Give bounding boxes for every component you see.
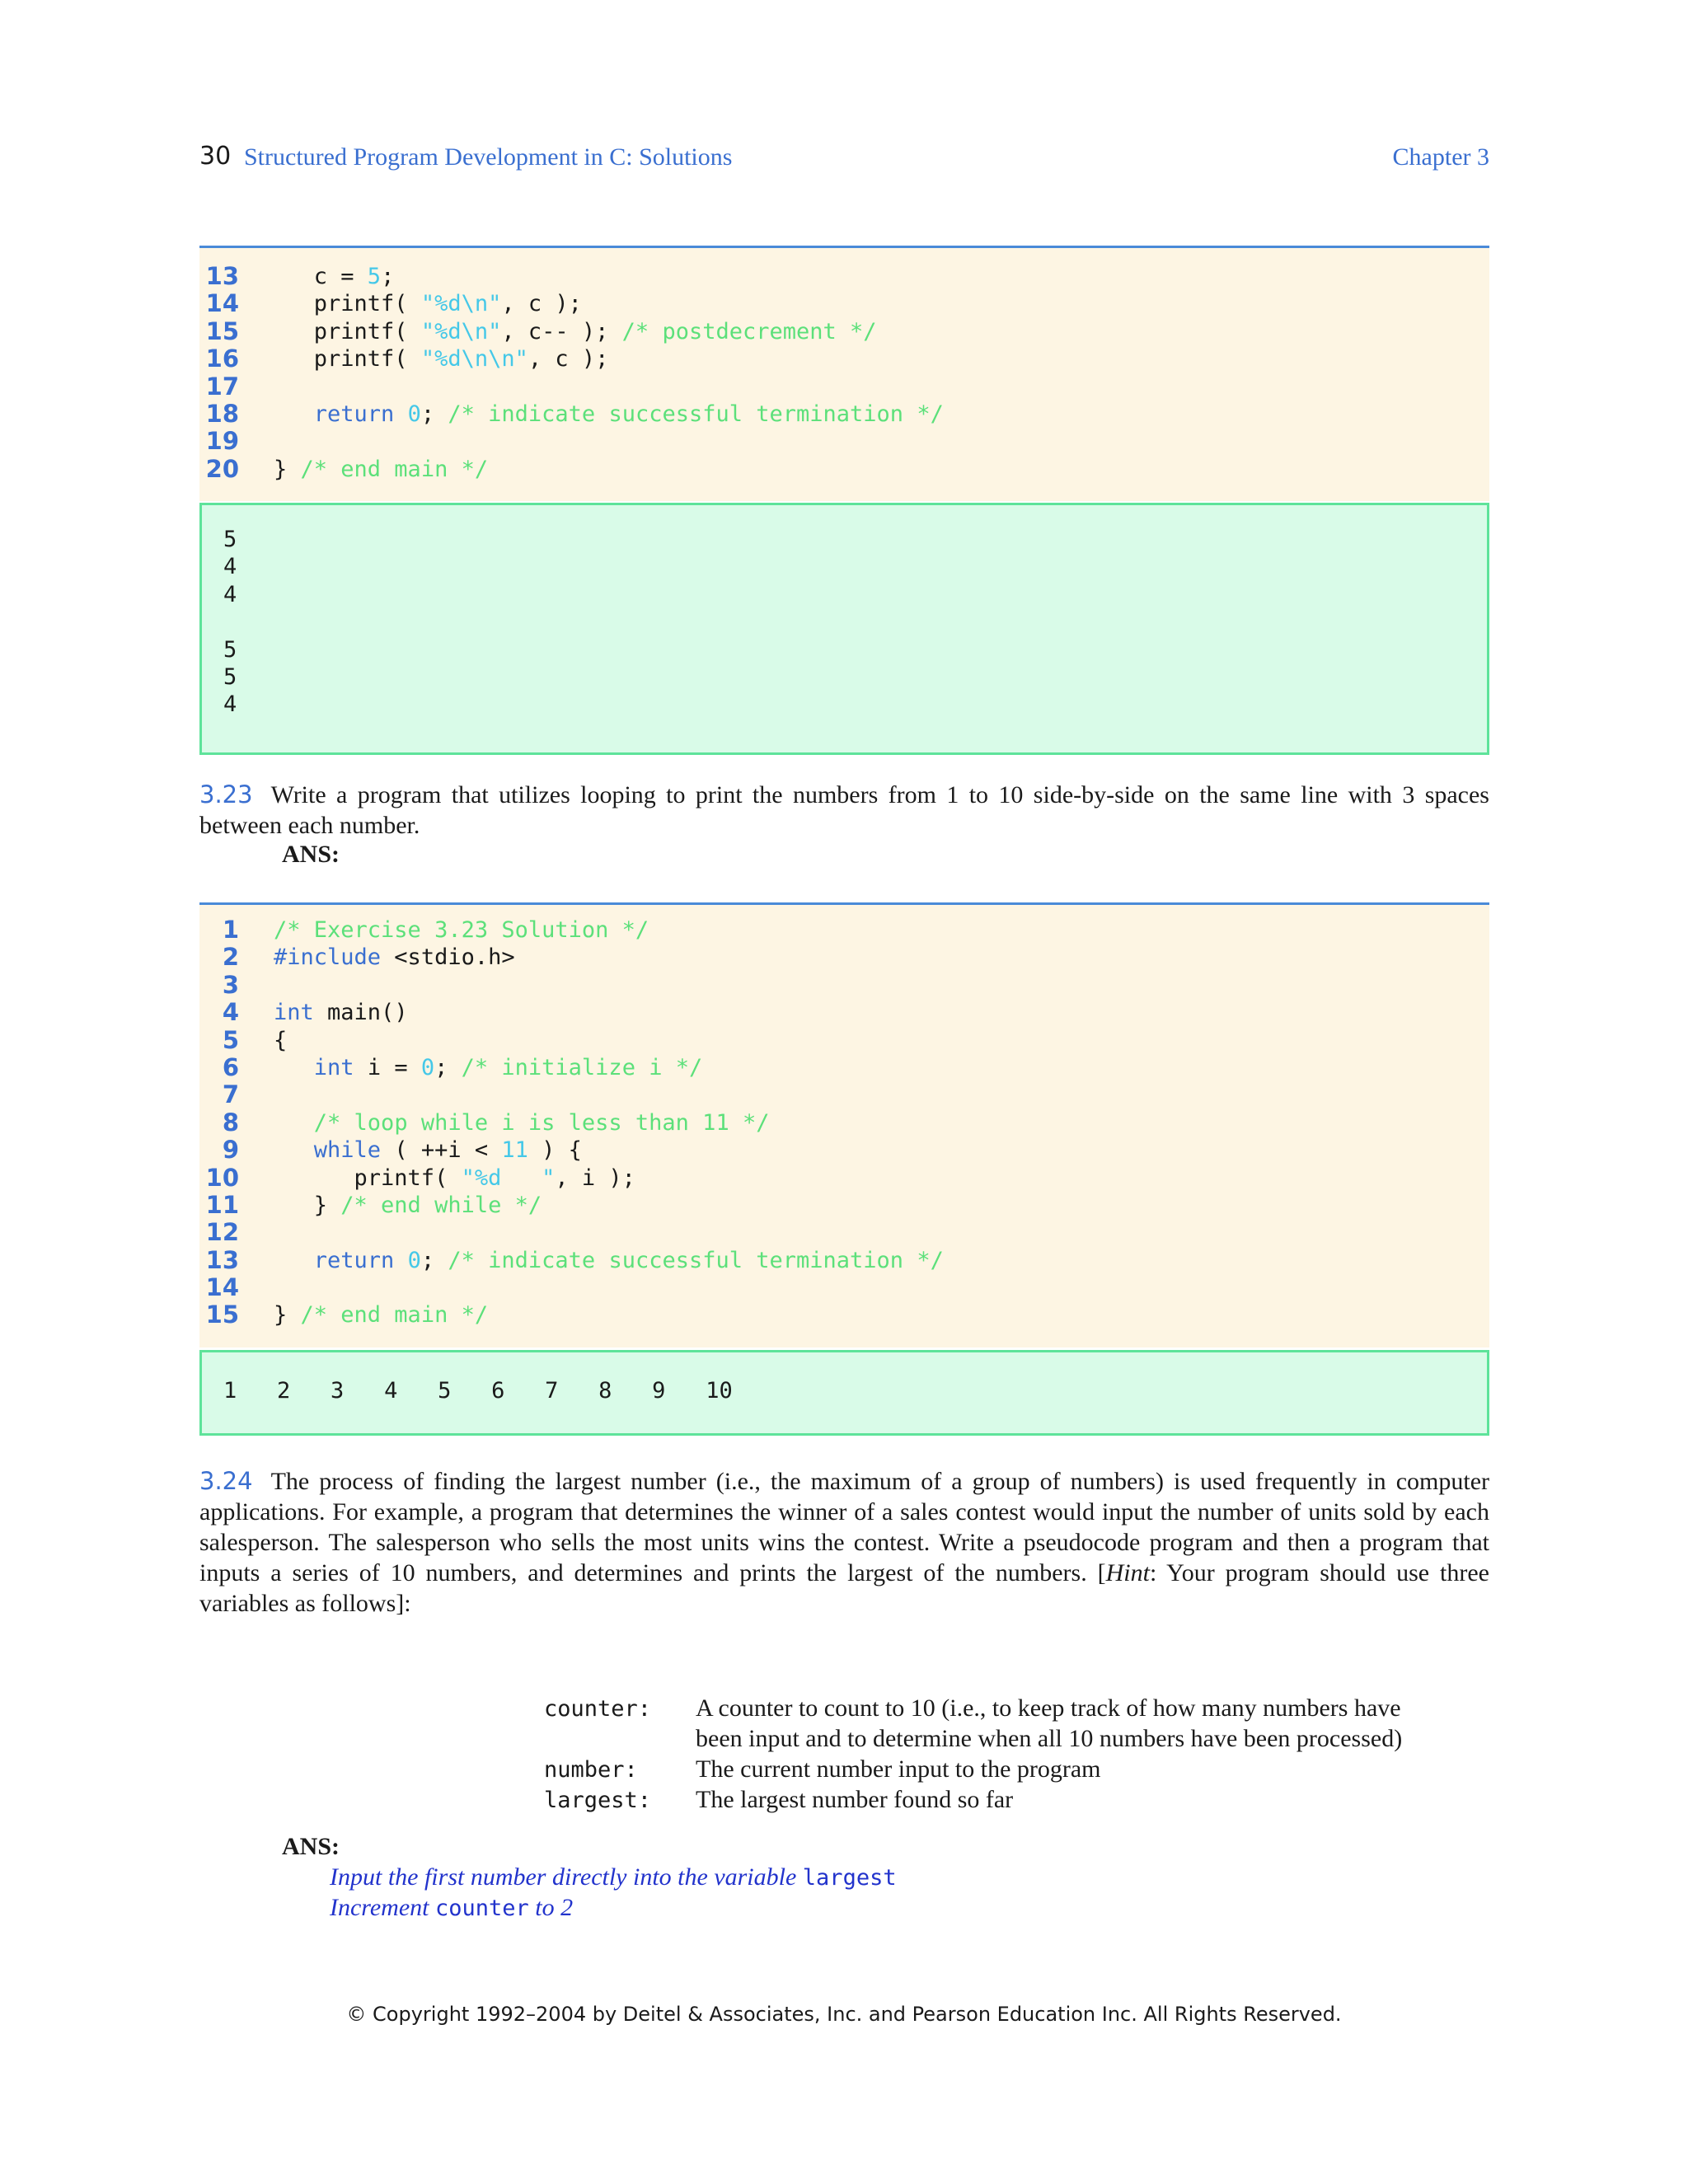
line-code — [274, 290, 582, 317]
output-line: 5 — [223, 527, 237, 552]
code-line — [199, 401, 1489, 428]
code-line — [199, 1054, 1489, 1081]
line-number: 9 — [222, 1136, 239, 1165]
line-code — [274, 1109, 769, 1137]
code-line — [199, 1027, 1489, 1054]
output-line: 1 2 3 4 5 6 7 8 9 10 — [223, 1378, 733, 1404]
code-token: int — [274, 1000, 314, 1026]
code-line — [199, 1219, 1489, 1246]
code-token: , c-- ); — [501, 318, 622, 344]
line-number: 11 — [205, 1190, 239, 1219]
code-token — [394, 1248, 407, 1273]
code-listing-2 — [199, 902, 1489, 1347]
line-number: 3 — [222, 970, 239, 999]
code-token: "%d\n\n" — [420, 346, 528, 373]
output-line: 4 — [223, 554, 237, 580]
variable-name: number: — [544, 1757, 638, 1783]
code-line — [199, 428, 1489, 455]
pseudocode-line-1 — [330, 1863, 897, 1891]
code-token: 0 — [407, 401, 421, 427]
code-token: printf( — [274, 1165, 462, 1191]
exercise-number: 3.24 — [199, 1467, 253, 1495]
line-number: 6 — [222, 1052, 239, 1081]
line-code — [274, 263, 394, 290]
code-token: } — [274, 456, 301, 482]
code-token — [394, 401, 407, 427]
code-token: "%d " — [461, 1165, 556, 1191]
code-token: , i ); — [555, 1165, 635, 1191]
code-token — [274, 1248, 314, 1273]
code-token: return — [313, 401, 395, 427]
code-line — [199, 263, 1489, 290]
code-token: while — [313, 1137, 382, 1164]
exercise-text: The process of finding the largest number (i.e., the maximum of a group of numbers) is used frequently in computer applications. For example, a program that determines the winner of a sales contest would input the number of units sold by each salesperson. The salesperson who sells the most units wins the contest. Write a pseudocode program and then a program that inputs a series of 10 numbers, and determines and prints the largest of the numbers. [ — [199, 1468, 1489, 1586]
line-code — [274, 1301, 488, 1329]
code-token: printf( — [274, 346, 421, 373]
code-token — [274, 1110, 314, 1136]
code-token: printf( — [274, 291, 421, 317]
code-line — [199, 1192, 1489, 1219]
code-line — [199, 456, 1489, 483]
line-number: 13 — [205, 1245, 239, 1274]
line-code — [274, 1247, 944, 1274]
line-code — [274, 916, 649, 944]
code-token: /* initialize i */ — [461, 1054, 703, 1080]
pseudo-var: largest — [802, 1865, 897, 1891]
line-number: 14 — [205, 289, 239, 318]
code-line — [199, 1165, 1489, 1192]
line-number: 16 — [205, 344, 239, 373]
line-code — [274, 1137, 582, 1164]
code-token: 11 — [501, 1137, 528, 1164]
code-token: { — [274, 1027, 288, 1053]
code-token: "%d\n" — [420, 291, 502, 317]
code-token: /* end main */ — [300, 456, 489, 482]
line-number: 2 — [222, 943, 239, 972]
code-token: <stdio.h> — [381, 944, 515, 971]
code-token: ; — [434, 1054, 462, 1080]
answer-label: ANS: — [282, 841, 340, 868]
exercise-text: Write a program that utilizes looping to print the numbers from 1 to 10 side-by-side on the same line with 3 spaces between each number. — [199, 781, 1489, 839]
hint-word: Hint — [1105, 1559, 1150, 1586]
variable-name: largest: — [544, 1788, 652, 1813]
code-token: main() — [313, 1000, 408, 1026]
output-line: 4 — [223, 581, 237, 607]
code-token: "%d\n" — [420, 318, 502, 344]
code-token: /* loop while i is less than 11 */ — [313, 1109, 770, 1136]
code-line — [199, 290, 1489, 317]
code-token: 0 — [420, 1054, 435, 1080]
code-token: return — [313, 1247, 395, 1273]
pseudo-text: Input the first number directly into the variable — [330, 1863, 803, 1891]
output-line: 4 — [223, 691, 237, 718]
code-line — [199, 1137, 1489, 1164]
code-token: printf( — [274, 318, 421, 344]
code-token — [274, 1055, 314, 1080]
line-code — [274, 1192, 542, 1219]
code-line — [199, 999, 1489, 1026]
code-token: , c ); — [501, 291, 582, 317]
line-number: 18 — [205, 399, 239, 428]
line-number: 5 — [222, 1025, 239, 1054]
variable-desc: The current number input to the program — [696, 1755, 1101, 1783]
code-token: ; — [381, 264, 395, 289]
code-token: #include — [274, 944, 382, 971]
code-token: i = — [354, 1054, 421, 1080]
line-number: 15 — [205, 316, 239, 345]
code-token: ; — [420, 1247, 448, 1273]
line-code — [274, 318, 877, 345]
output-line: 5 — [223, 664, 237, 690]
chapter-label: Chapter 3 — [1392, 143, 1489, 171]
line-number: 15 — [205, 1301, 239, 1329]
line-code — [274, 944, 515, 971]
code-line — [199, 972, 1489, 999]
code-line — [199, 1109, 1489, 1137]
variable-name: counter: — [544, 1696, 652, 1722]
line-code — [274, 456, 488, 483]
code-token: , c ); — [528, 346, 609, 373]
output-line: 5 — [223, 636, 237, 663]
variable-desc: A counter to count to 10 (i.e., to keep track of how many numbers have been input and to determine when all 10 numbers have been processed) — [696, 1694, 1403, 1752]
line-number: 17 — [205, 372, 239, 401]
program-output-2 — [199, 1350, 1489, 1436]
line-number: 4 — [222, 998, 239, 1027]
line-code — [274, 999, 408, 1026]
code-token: c = — [274, 264, 368, 289]
line-number: 8 — [222, 1108, 239, 1137]
line-code — [274, 1054, 702, 1081]
code-token: 5 — [367, 264, 382, 289]
code-token: } — [274, 1302, 301, 1329]
exercise-3-24 — [199, 1466, 1489, 1619]
code-token — [274, 1137, 314, 1163]
code-token: ) { — [528, 1137, 582, 1164]
code-token: /* postdecrement */ — [621, 318, 877, 344]
code-token: /* end main */ — [300, 1302, 489, 1329]
running-title: Structured Program Development in C: Solutions — [244, 143, 733, 171]
line-number: 13 — [205, 262, 239, 290]
code-token: ( ++i < — [381, 1137, 502, 1164]
code-token — [274, 401, 314, 427]
answer-label: ANS: — [282, 1833, 340, 1860]
copyright-notice: © Copyright 1992–2004 by Deitel & Associates, Inc. and Pearson Education Inc. All Rights Reserved. — [346, 2003, 1342, 2026]
code-line — [199, 916, 1489, 944]
code-token: /* indicate successful termination */ — [448, 1247, 944, 1273]
line-number: 20 — [205, 454, 239, 483]
exercise-number: 3.23 — [199, 780, 253, 808]
code-token: /* Exercise 3.23 Solution */ — [274, 917, 649, 943]
line-code — [274, 1165, 635, 1192]
code-line — [199, 345, 1489, 373]
pseudocode-line-2 — [330, 1894, 573, 1922]
code-token: /* end while */ — [340, 1192, 542, 1218]
code-line — [199, 1247, 1489, 1274]
line-code — [274, 1027, 287, 1054]
line-code — [274, 345, 608, 373]
line-number: 7 — [222, 1080, 239, 1109]
program-output-1 — [199, 503, 1489, 755]
pseudo-text: Increment — [330, 1894, 435, 1921]
exercise-3-23 — [199, 780, 1489, 841]
pseudo-var: counter — [435, 1896, 529, 1921]
line-number: 19 — [205, 427, 239, 456]
page-number: 30 — [199, 142, 232, 171]
code-token: } — [274, 1192, 341, 1218]
code-line — [199, 1081, 1489, 1108]
pseudo-text: to 2 — [528, 1894, 574, 1921]
code-token: int — [313, 1054, 354, 1080]
code-token: ; — [420, 401, 448, 427]
line-number: 14 — [205, 1273, 239, 1302]
line-code — [274, 401, 944, 428]
code-token: 0 — [407, 1247, 421, 1273]
page-header — [199, 142, 1489, 178]
variable-desc: The largest number found so far — [696, 1786, 1014, 1813]
code-token: /* indicate successful termination */ — [448, 401, 944, 427]
exercise-text-end: : Your program should use three variables as follows]: — [199, 1559, 1489, 1617]
line-number: 1 — [222, 916, 239, 944]
code-line — [199, 318, 1489, 345]
code-line — [199, 1274, 1489, 1301]
line-number: 12 — [205, 1218, 239, 1247]
code-line — [199, 373, 1489, 401]
code-listing-1 — [199, 246, 1489, 501]
code-line — [199, 944, 1489, 971]
code-line — [199, 1301, 1489, 1329]
line-number: 10 — [205, 1163, 239, 1192]
